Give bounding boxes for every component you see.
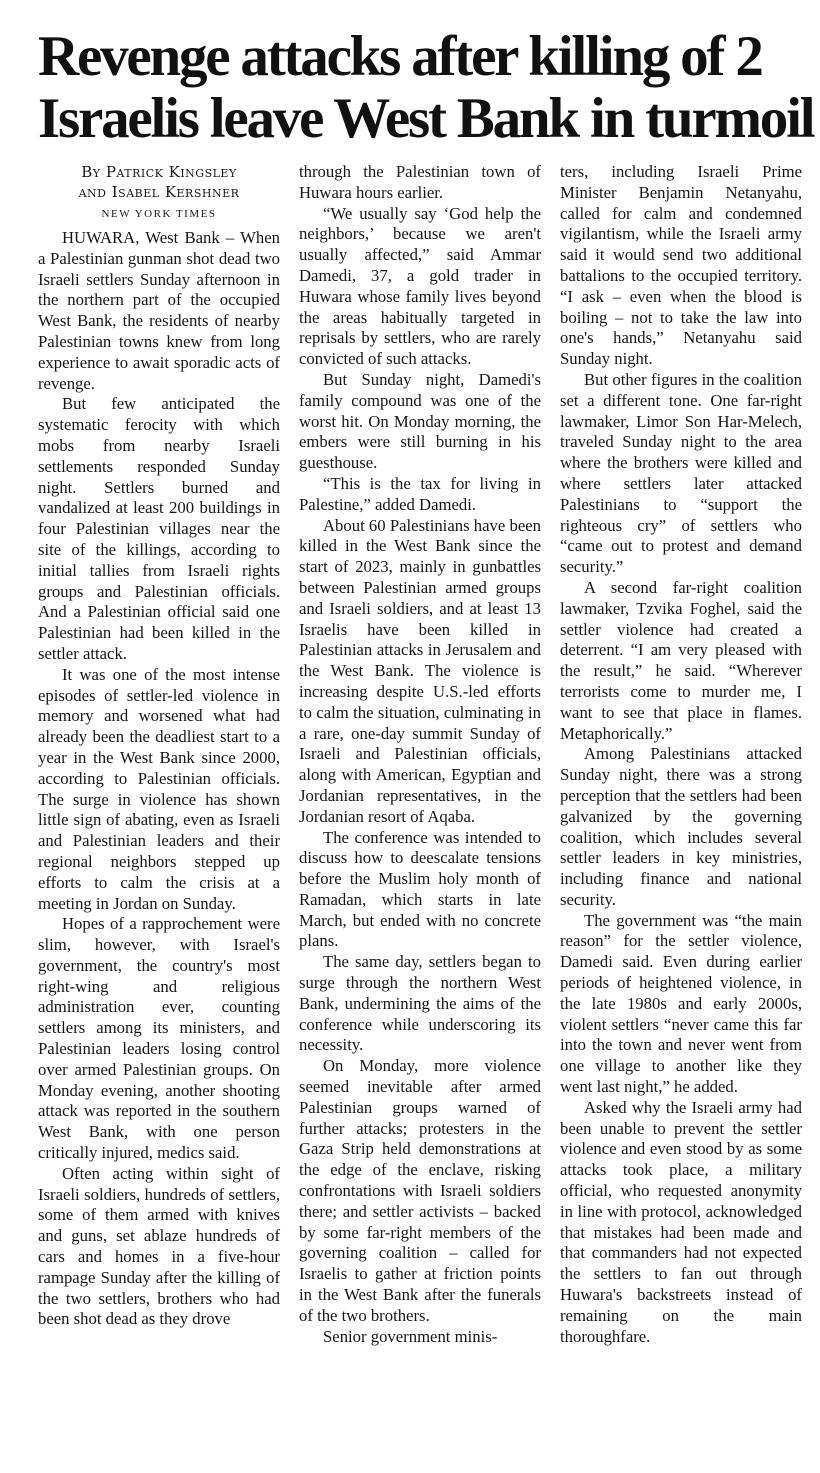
- paragraph: “We usually say ‘God help the neighbors,’ because we aren't usually affected,” said Ammar Damedi, 37, a gold trader in Huwara whose family lives beyond the areas habitually targeted in reprisals by settlers, who are rarely convicted of such attacks.: [299, 203, 541, 369]
- column-1: [38, 162, 280, 1347]
- paragraph: Hopes of a rapprochement were slim, however, with Israel's government, the country's most right-wing and religious administration ever, counting settlers among its ministers, and Palestinian leaders losing control over armed Palestinian groups. On Monday evening, another shooting attack was reported in the southern West Bank, with one person critically injured, medics said.: [38, 914, 280, 1163]
- paragraph: Often acting within sight of Israeli soldiers, hundreds of settlers, some of them armed with knives and guns, set ablaze hundreds of cars and homes in a five-hour rampage Sunday after the killing of the two settlers, brothers who had been shot dead as they drove: [38, 1163, 280, 1329]
- byline-line-1: By Patrick Kingsley: [81, 163, 237, 181]
- paragraph: “This is the tax for living in Palestine,” added Damedi.: [299, 473, 541, 514]
- paragraph: On Monday, more violence seemed inevitable after armed Palestinian groups warned of further attacks; protesters in the Gaza Strip held demonstrations at the edge of the enclave, risking confrontations with Israeli soldiers there; and settler activists – backed by some far-right members of the governing coalition – called for Israelis to gather at friction points in the West Bank after the funerals of the two brothers.: [299, 1056, 541, 1325]
- paragraph: Asked why the Israeli army had been unable to prevent the settler violence and even stood by as some attacks took place, a military official, who requested anonymity in line with protocol, acknowledged that mistakes had been made and that commanders had not expected the settlers to fan out through Huwara's backstreets instead of remaining on the main thoroughfare.: [560, 1097, 802, 1346]
- paragraph: The government was “the main reason” for the settler violence, Damedi said. Even during earlier periods of heightened violence, in the late 1980s and early 2000s, violent settlers “never came this far into the town and never went from one village to another like they went last night,” he added.: [560, 910, 802, 1097]
- paragraph: Among Palestinians attacked Sunday night, there was a strong perception that the settlers had been galvanized by the governing coalition, which includes several settler leaders in key ministries, including finance and national security.: [560, 744, 802, 909]
- byline-block: [38, 162, 280, 220]
- column-2: [299, 162, 541, 1347]
- paragraph: A second far-right coalition lawmaker, Tzvika Foghel, said the settler violence had created a deterrent. “I am very pleased with the result,” he said. “Wherever terrorists come to murder me, I want to see that place in flames. Metaphorically.”: [560, 577, 802, 743]
- column-3: [560, 162, 802, 1347]
- headline: [38, 25, 814, 150]
- paragraph: But few anticipated the systematic ferocity with which mobs from nearby Israeli settlements responded Sunday night. Settlers burned and vandalized at least 200 buildings in four Palestinian villages near the site of the killings, according to initial tallies from Israeli rights groups and Palestinian officials. And a Palestinian official said one Palestinian had been killed in the settler attack.: [38, 394, 280, 663]
- paragraph-continued: ters, including Israeli Prime Minister Benjamin Netanyahu, called for calm and condemned vigilantism, while the Israeli army said it would send two additional battalions to the occupied territory. “I ask – even when the blood is boiling – not to take the law into one's hands,” Netanyahu said Sunday night.: [560, 162, 802, 369]
- paragraph: About 60 Palestinians have been killed in the West Bank since the start of 2023, mainly in gunbattles between Palestinian armed groups and Israeli soldiers, and at least 13 Israelis have been killed in Palestinian attacks in Jerusalem and the West Bank. The violence is increasing despite U.S.-led efforts to calm the situation, culminating in a rare, one-day summit Sunday of Israeli and Palestinian officials, along with American, Egyptian and Jordanian representatives, in the Jordanian resort of Aqaba.: [299, 515, 541, 826]
- paragraph: The same day, settlers began to surge through the northern West Bank, undermining the aims of the conference while underscoring its necessity.: [299, 952, 541, 1055]
- paragraph: But other figures in the coalition set a different tone. One far-right lawmaker, Limor Son Har-Melech, traveled Sunday night to the area where the brothers were killed and where settlers later attacked Palestinians to “support the righteous cry” of settlers who “came out to protest and demand security.”: [560, 369, 802, 577]
- byline-line-2: and Isabel Kershner: [78, 183, 240, 201]
- paragraph: It was one of the most intense episodes of settler-led violence in memory and worsened what had already been the deadliest start to a year in the West Bank since 2000, according to Palestinian officials. The surge in violence has shown little sign of abating, even as Israeli and Palestinian leaders and their regional neighbors stepped up efforts to calm the crisis at a meeting in Jordan on Sunday.: [38, 664, 280, 913]
- article-body: [38, 162, 802, 1347]
- paragraph: But Sunday night, Damedi's family compound was one of the worst hit. On Monday morning, the embers were still burning in his guesthouse.: [299, 369, 541, 473]
- paragraph-continued: through the Palestinian town of Huwara hours earlier.: [299, 162, 541, 202]
- paragraph: HUWARA, West Bank – When a Palestinian gunman shot dead two Israeli settlers Sunday afternoon in the northern part of the occupied West Bank, the residents of nearby Palestinian towns knew from long experience to await sporadic acts of revenge.: [38, 228, 280, 393]
- paragraph: Senior government minis-: [323, 1326, 498, 1346]
- headline-line-2: Israelis leave West Bank in turmoil: [38, 87, 814, 150]
- news-source: NEW YORK TIMES: [101, 208, 217, 220]
- paragraph: The conference was intended to discuss how to deescalate tensions before the Muslim holy month of Ramadan, which starts in late March, but ended with no concrete plans.: [299, 827, 541, 951]
- headline-line-1: Revenge attacks after killing of 2: [38, 25, 762, 88]
